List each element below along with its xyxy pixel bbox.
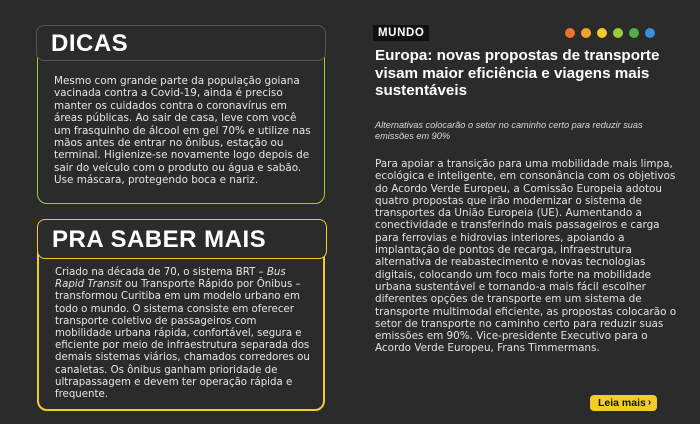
dicas-body: Mesmo com grande parte da população goiana vacinada contra a Covid-19, ainda é preciso manter os cuidados contra o coronavírus em áreas públicas. Ao sair de casa, leve com você um frasquinho de álcool em gel 70% e utilize nas mãos antes de entrar no ônibus, estação ou terminal. Higienize-se novamente logo depois de sair do veículo com o produto ou água e sabão. Use máscara, protegendo boca e nariz. xyxy=(54,75,311,187)
saber-mais-body-start: Criado na década de 70, o sistema BRT – xyxy=(55,267,267,278)
saber-mais-title: PRA SABER MAIS xyxy=(37,219,327,259)
saber-mais-body-italic: Bus Rapid Transit xyxy=(55,267,286,291)
color-dots xyxy=(565,28,655,38)
news-body: Para apoiar a transição para uma mobilidade mais limpa, ecológica e inteligente, em consonância com os objetivos do Acordo Verde Europeu, a Comissão Europeia adotou quatro propostas que irão modernizar o sistema de transportes da União Europeia (UE). Aumentando a conectividade e transferindo mais passageiros e carga para ferrovias e hidrovias interiores, apoiando a implantação de pontos de recarga, infraestrutura alternativa de reabastecimento e novas tecnologias digitais, colocando um foco mais forte na mobilidade urbana sustentável e tornando-a mais fácil escolher diferentes opções de transporte em um sistema de transporte multimodal eficiente, as propostas colocarão o setor de transporte no caminho certo para reduzir suas emissões em 90%. Vice-presidente Executivo para o Acordo Verde Europeu, Frans Timmermans. xyxy=(375,158,677,355)
color-dot xyxy=(581,28,591,38)
color-dot xyxy=(565,28,575,38)
color-dot xyxy=(629,28,639,38)
read-more-button[interactable] xyxy=(590,395,657,411)
news-subtitle: Alternativas colocarão o setor no caminho certo para reduzir suas emissões em 90% xyxy=(375,120,643,142)
color-dot xyxy=(613,28,623,38)
saber-mais-body xyxy=(55,267,313,401)
saber-mais-box xyxy=(37,227,325,411)
chevron-right-icon: › xyxy=(647,397,652,408)
dicas-box xyxy=(37,30,325,204)
read-more-label: Leia mais xyxy=(598,397,646,409)
section-tag: MUNDO xyxy=(373,25,429,41)
color-dot xyxy=(645,28,655,38)
dicas-title: DICAS xyxy=(36,25,326,61)
color-dot xyxy=(597,28,607,38)
saber-mais-body-end: ou Transporte Rápido por Ônibus – transformou Curitiba em um modelo urbano em todo o mundo. O sistema consiste em oferecer transporte coletivo de passageiros com mobilidade urbana rápida, confortável, segura e eficiente por meio de infraestrutura separada dos demais sistemas viários, chamados corredores ou canaletas. Os ônibus ganham prioridade de ultrapassagem e devem ter operação rápida e frequente. xyxy=(55,279,310,401)
news-headline[interactable]: Europa: novas propostas de transporte visam maior eficiência e viagens mais sustentáveis xyxy=(375,47,660,100)
